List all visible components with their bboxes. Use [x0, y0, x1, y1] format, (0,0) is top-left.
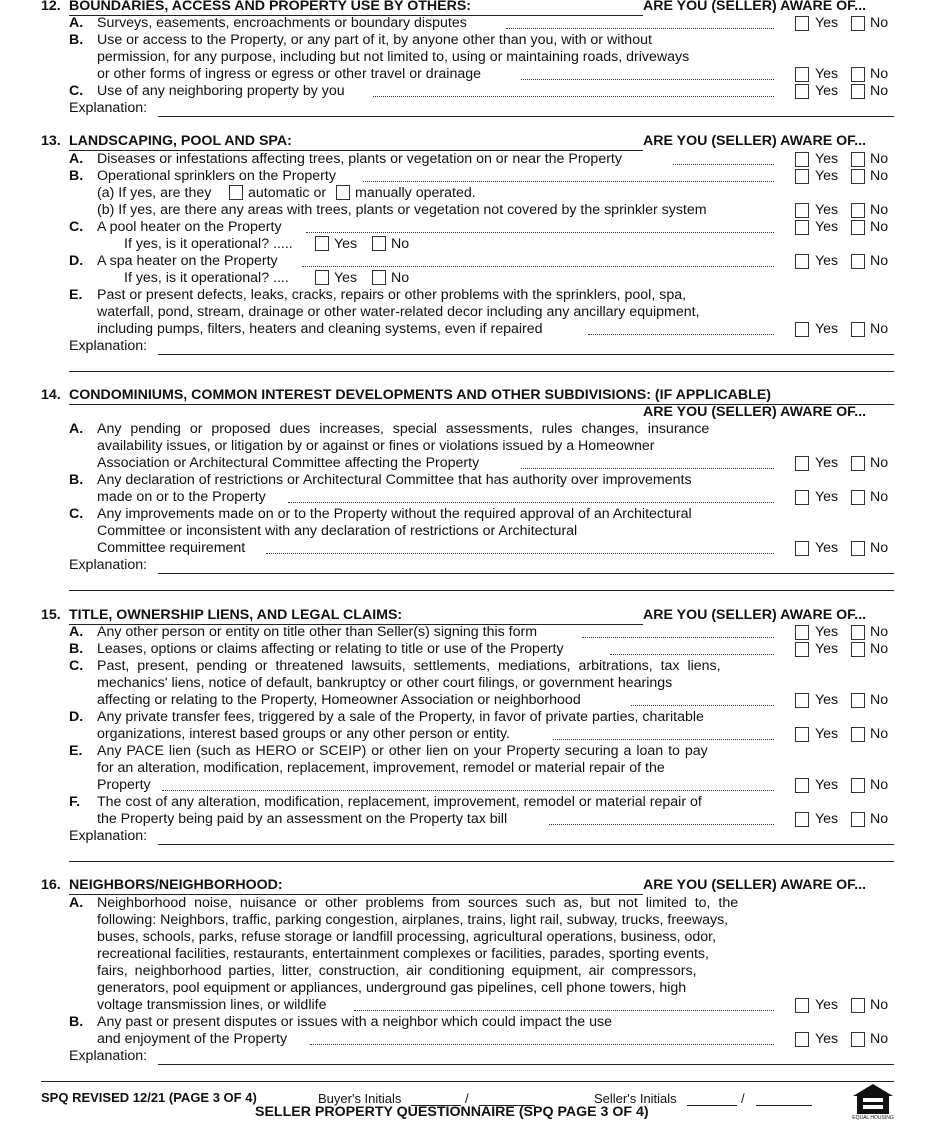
no-label: No: [870, 692, 889, 708]
yes-label: Yes: [815, 811, 839, 827]
explanation-label: Explanation:: [69, 100, 148, 116]
no-checkbox[interactable]: [851, 220, 865, 235]
explanation-label: Explanation:: [69, 557, 148, 573]
item-text: The cost of any alteration, modification, replacement, improvement, remodel or material repair of: [97, 794, 702, 810]
yes-label: Yes: [815, 540, 839, 556]
explanation-line[interactable]: [158, 844, 894, 845]
no-checkbox[interactable]: [372, 270, 386, 285]
item-text: organizations, interest based groups or any other person or entity.: [97, 726, 510, 742]
automatic-checkbox[interactable]: [229, 185, 243, 200]
yes-checkbox[interactable]: [795, 84, 809, 99]
no-checkbox[interactable]: [851, 812, 865, 827]
item-text: permission, for any purpose, including but not limited to, using or maintaining roads, driveways: [97, 49, 690, 65]
item-text: recreational facilities, restaurants, entertainment complexes or facilities, parades, sporting events,: [97, 946, 709, 962]
seller-initials-field-2[interactable]: [756, 1105, 812, 1106]
no-checkbox[interactable]: [851, 16, 865, 31]
aware-header: ARE YOU (SELLER) AWARE OF...: [643, 607, 867, 623]
yes-checkbox[interactable]: [315, 236, 329, 251]
explanation-line[interactable]: [69, 590, 894, 591]
item-text: Leases, options or claims affecting or relating to title or use of the Property: [97, 641, 564, 657]
section-number: 14.: [41, 387, 61, 403]
no-checkbox[interactable]: [851, 625, 865, 640]
yes-label: Yes: [815, 15, 839, 31]
yes-label: Yes: [815, 692, 839, 708]
dot-leader: [373, 96, 774, 97]
yes-label: Yes: [815, 66, 839, 82]
explanation-line[interactable]: [158, 354, 894, 355]
no-label: No: [870, 168, 889, 184]
no-checkbox[interactable]: [851, 693, 865, 708]
item-letter: E.: [69, 743, 83, 759]
dot-leader: [631, 705, 774, 706]
item-text: Use or access to the Property, or any part of it, by anyone other than you, with or without: [97, 32, 652, 48]
item-letter: D.: [69, 253, 84, 269]
no-label: No: [870, 777, 889, 793]
item-text: Any private transfer fees, triggered by a sale of the Property, in favor of private parties, charitable: [97, 709, 704, 725]
item-text: Any declaration of restrictions or Architectural Committee that has authority over improvements: [97, 472, 692, 488]
item-letter: B.: [69, 1014, 84, 1030]
dot-leader: [310, 1044, 774, 1045]
item-letter: F.: [69, 794, 81, 810]
yes-label: Yes: [815, 253, 839, 269]
yes-label: Yes: [815, 641, 839, 657]
no-label: No: [870, 15, 889, 31]
explanation-line[interactable]: [69, 861, 894, 862]
no-label: No: [870, 219, 889, 235]
section-title: TITLE, OWNERSHIP LIENS, AND LEGAL CLAIMS:: [69, 607, 403, 623]
yes-checkbox[interactable]: [795, 541, 809, 556]
no-label: No: [870, 540, 889, 556]
aware-header: ARE YOU (SELLER) AWARE OF...: [643, 877, 867, 893]
seller-initials-label: Seller's Initials: [594, 1091, 677, 1106]
yes-checkbox[interactable]: [795, 322, 809, 337]
equal-housing-icon: [850, 1082, 896, 1116]
dot-leader: [506, 28, 774, 29]
yes-label: Yes: [815, 219, 839, 235]
item-text: A spa heater on the Property: [97, 253, 278, 269]
section-title: BOUNDARIES, ACCESS AND PROPERTY USE BY OTHERS:: [69, 0, 472, 14]
yes-label: Yes: [815, 726, 839, 742]
section-number: 12.: [41, 0, 61, 14]
item-text: Use of any neighboring property by you: [97, 83, 345, 99]
item-text: Diseases or infestations affecting trees, plants or vegetation on or near the Property: [97, 151, 622, 167]
dot-leader: [266, 553, 774, 554]
item-subtext: automatic or: [248, 185, 327, 201]
section-title: LANDSCAPING, POOL AND SPA:: [69, 133, 292, 149]
no-label: No: [870, 253, 889, 269]
yes-checkbox[interactable]: [795, 625, 809, 640]
no-checkbox[interactable]: [851, 490, 865, 505]
equal-housing-logo: [850, 1082, 896, 1122]
item-text: Property: [97, 777, 151, 793]
explanation-line[interactable]: [158, 1064, 894, 1065]
no-label: No: [870, 202, 889, 218]
item-text: Any pending or proposed dues increases, special assessments, rules changes, insurance: [97, 421, 710, 437]
section-number: 16.: [41, 877, 61, 893]
no-checkbox[interactable]: [851, 322, 865, 337]
no-label: No: [391, 270, 410, 286]
no-label: No: [391, 236, 410, 252]
no-label: No: [870, 811, 889, 827]
item-text: Any improvements made on or to the Property without the required approval of an Architectural: [97, 506, 692, 522]
yes-checkbox[interactable]: [795, 456, 809, 471]
yes-label: Yes: [815, 202, 839, 218]
manual-checkbox[interactable]: [336, 185, 350, 200]
item-text: Committee or inconsistent with any declaration of restrictions or Architectural: [97, 523, 578, 539]
dot-leader: [354, 1010, 774, 1011]
dot-leader: [306, 232, 774, 233]
no-label: No: [870, 641, 889, 657]
dot-leader: [521, 468, 774, 469]
no-label: No: [870, 455, 889, 471]
item-text: Any past or present disputes or issues with a neighbor which could impact the use: [97, 1014, 612, 1030]
no-label: No: [870, 151, 889, 167]
yes-label: Yes: [815, 151, 839, 167]
yes-label: Yes: [815, 455, 839, 471]
item-text: availability issues, or litigation by or against or fines or violations issued by a Homeowner: [97, 438, 655, 454]
item-subtext: If yes, is it operational? .....: [124, 236, 293, 252]
item-text: and enjoyment of the Property: [97, 1031, 288, 1047]
explanation-line[interactable]: [158, 116, 894, 117]
no-checkbox[interactable]: [851, 541, 865, 556]
yes-checkbox[interactable]: [795, 490, 809, 505]
no-label: No: [870, 997, 889, 1013]
item-text: Committee requirement: [97, 540, 246, 556]
no-label: No: [870, 321, 889, 337]
dot-leader: [521, 79, 774, 80]
item-letter: B.: [69, 168, 84, 184]
yes-checkbox[interactable]: [795, 693, 809, 708]
no-checkbox[interactable]: [851, 998, 865, 1013]
yes-checkbox[interactable]: [795, 220, 809, 235]
no-checkbox[interactable]: [851, 84, 865, 99]
item-letter: C.: [69, 506, 84, 522]
explanation-label: Explanation:: [69, 338, 148, 354]
dot-leader: [582, 637, 774, 638]
aware-header: ARE YOU (SELLER) AWARE OF...: [643, 404, 867, 420]
no-checkbox[interactable]: [851, 642, 865, 657]
section-title: NEIGHBORS/NEIGHBORHOOD:: [69, 877, 283, 893]
no-checkbox[interactable]: [851, 254, 865, 269]
item-letter: A.: [69, 15, 84, 31]
section-title: CONDOMINIUMS, COMMON INTEREST DEVELOPMENTS AND OTHER SUBDIVISIONS: (IF APPLICABLE): [69, 387, 772, 403]
initials-slash: /: [741, 1091, 745, 1106]
item-letter: C.: [69, 83, 84, 99]
yes-checkbox[interactable]: [795, 1032, 809, 1047]
explanation-label: Explanation:: [69, 1048, 148, 1064]
no-label: No: [870, 66, 889, 82]
no-label: No: [870, 489, 889, 505]
item-text: made on or to the Property: [97, 489, 266, 505]
no-label: No: [870, 624, 889, 640]
yes-label: Yes: [815, 489, 839, 505]
yes-label: Yes: [815, 168, 839, 184]
yes-checkbox[interactable]: [795, 169, 809, 184]
item-text: waterfall, pond, stream, drainage or other water-related decor including any ancillary equipment,: [97, 304, 700, 320]
aware-header: ARE YOU (SELLER) AWARE OF...: [643, 0, 867, 14]
item-text: A pool heater on the Property: [97, 219, 282, 235]
yes-label: Yes: [815, 83, 839, 99]
dot-leader: [673, 164, 774, 165]
item-subtext: If yes, is it operational? ....: [124, 270, 289, 286]
dot-leader: [549, 824, 774, 825]
item-text: Neighborhood noise, nuisance or other problems from sources such as, but not limited to, the: [97, 895, 739, 911]
aware-header: ARE YOU (SELLER) AWARE OF...: [643, 133, 867, 149]
no-checkbox[interactable]: [851, 169, 865, 184]
yes-checkbox[interactable]: [795, 778, 809, 793]
dot-leader: [553, 739, 774, 740]
item-text: Past or present defects, leaks, cracks, repairs or other problems with the sprinklers, pool, spa,: [97, 287, 687, 303]
yes-checkbox[interactable]: [795, 812, 809, 827]
yes-label: Yes: [815, 777, 839, 793]
item-text: generators, pool equipment or appliances, underground gas pipelines, cell phone towers, high: [97, 980, 687, 996]
item-letter: E.: [69, 287, 83, 303]
yes-checkbox[interactable]: [795, 727, 809, 742]
explanation-label: Explanation:: [69, 828, 148, 844]
equal-housing-text: EQUAL HOUSING: [852, 1115, 894, 1121]
item-text: buses, schools, parks, refuse storage or landfill processing, agricultural operations, business, odor,: [97, 929, 717, 945]
section-number: 13.: [41, 133, 61, 149]
item-text: for an alteration, modification, replacement, improvement, remodel or material repair of the: [97, 760, 665, 776]
item-text: voltage transmission lines, or wildlife: [97, 997, 327, 1013]
section-number: 15.: [41, 607, 61, 623]
form-title: SELLER PROPERTY QUESTIONNAIRE (SPQ PAGE 3 OF 4): [255, 1104, 649, 1120]
yes-checkbox[interactable]: [795, 203, 809, 218]
no-checkbox[interactable]: [372, 236, 386, 251]
item-letter: B.: [69, 472, 84, 488]
item-text: Any other person or entity on title other than Seller(s) signing this form: [97, 624, 538, 640]
yes-label: Yes: [334, 270, 358, 286]
item-subtext: (a) If yes, are they: [97, 185, 212, 201]
no-checkbox[interactable]: [851, 203, 865, 218]
item-letter: B.: [69, 641, 84, 657]
no-checkbox[interactable]: [851, 1032, 865, 1047]
seller-initials-field-1[interactable]: [687, 1105, 737, 1106]
revision-label: SPQ REVISED 12/21 (PAGE 3 OF 4): [41, 1090, 257, 1105]
item-letter: A.: [69, 151, 84, 167]
no-checkbox[interactable]: [851, 778, 865, 793]
item-letter: A.: [69, 421, 84, 437]
dot-leader: [588, 334, 774, 335]
yes-checkbox[interactable]: [795, 642, 809, 657]
item-text: Surveys, easements, encroachments or boundary disputes: [97, 15, 467, 31]
item-text: following: Neighbors, traffic, parking congestion, airplanes, trains, light rail, subway, trucks, freeways,: [97, 912, 729, 928]
item-text: mechanics' liens, notice of default, bankruptcy or other court filings, or government hearings: [97, 675, 673, 691]
no-label: No: [870, 83, 889, 99]
item-letter: C.: [69, 658, 84, 674]
item-text: Association or Architectural Committee affecting the Property: [97, 455, 480, 471]
yes-label: Yes: [815, 1031, 839, 1047]
yes-checkbox[interactable]: [795, 998, 809, 1013]
no-checkbox[interactable]: [851, 727, 865, 742]
item-text: or other forms of ingress or egress or other travel or drainage: [97, 66, 482, 82]
item-text: the Property being paid by an assessment on the Property tax bill: [97, 811, 508, 827]
yes-checkbox[interactable]: [795, 254, 809, 269]
item-text: fairs, neighborhood parties, litter, construction, air conditioning equipment, air compressors,: [97, 963, 697, 979]
item-subtext: (b) If yes, are there any areas with trees, plants or vegetation not covered by the sprinkler system: [97, 202, 707, 218]
item-letter: D.: [69, 709, 84, 725]
item-letter: C.: [69, 219, 84, 235]
yes-label: Yes: [334, 236, 358, 252]
item-subtext: manually operated.: [355, 185, 476, 201]
dot-leader: [610, 654, 774, 655]
explanation-line[interactable]: [158, 573, 894, 574]
initials-slash: /: [465, 1091, 469, 1106]
yes-label: Yes: [815, 997, 839, 1013]
yes-checkbox[interactable]: [315, 270, 329, 285]
item-letter: B.: [69, 32, 84, 48]
item-text: affecting or relating to the Property, Homeowner Association or neighborhood: [97, 692, 581, 708]
yes-label: Yes: [815, 624, 839, 640]
no-label: No: [870, 726, 889, 742]
yes-checkbox[interactable]: [795, 152, 809, 167]
yes-checkbox[interactable]: [795, 67, 809, 82]
item-text: including pumps, filters, heaters and cleaning systems, even if repaired: [97, 321, 543, 337]
dot-leader: [302, 266, 774, 267]
no-label: No: [870, 1031, 889, 1047]
yes-label: Yes: [815, 321, 839, 337]
item-text: Past, present, pending or threatened lawsuits, settlements, mediations, arbitrations, tax liens,: [97, 658, 721, 674]
item-letter: A.: [69, 624, 84, 640]
buyer-initials-label: Buyer's Initials: [318, 1091, 402, 1106]
explanation-line[interactable]: [69, 371, 894, 372]
no-checkbox[interactable]: [851, 456, 865, 471]
no-checkbox[interactable]: [851, 152, 865, 167]
dot-leader: [363, 181, 774, 182]
dot-leader: [162, 790, 774, 791]
footer-rule: [41, 1081, 894, 1082]
item-text: Any PACE lien (such as HERO or SCEIP) or other lien on your Property securing a loan to pay: [97, 743, 708, 759]
dot-leader: [288, 502, 774, 503]
item-text: Operational sprinklers on the Property: [97, 168, 336, 184]
no-checkbox[interactable]: [851, 67, 865, 82]
item-letter: A.: [69, 895, 84, 911]
yes-checkbox[interactable]: [795, 16, 809, 31]
